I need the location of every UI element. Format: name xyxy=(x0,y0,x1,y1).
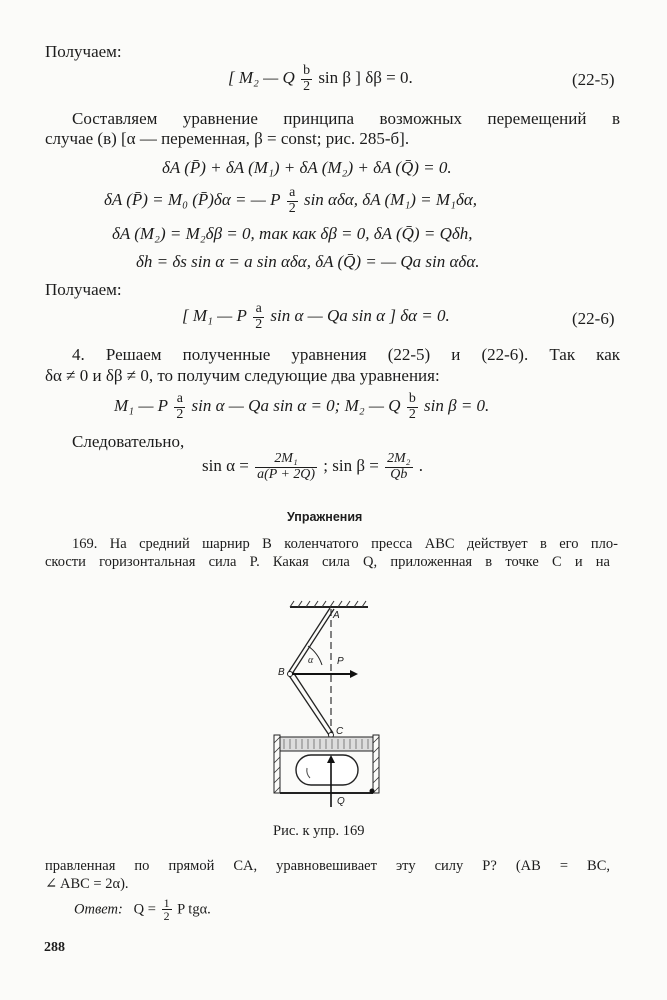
figure-caption: Рис. к упр. 169 xyxy=(273,823,365,839)
equation: sin α = $\frac{\text{2M₁}}{a(P + 2Q)}$ ; sin β = $\frac{\text{2M₂}}{Qb}$ . xyxy=(202,451,424,482)
exercise-text: 169. На средний шарнир B коленчатого пресса ABC действует в его пло- xyxy=(72,536,618,552)
equation: M₁ — P $\frac{a}{2}$ sin α — Qa sin α = 0; M₂ — Q $\frac{b}{2}$ sin β = 0. xyxy=(114,391,490,422)
text-line: Получаем: xyxy=(45,280,122,299)
fraction: $\frac{a}{2}$ xyxy=(176,391,184,422)
fraction: $\frac{\text{2M₂}}{Qb}$ xyxy=(387,451,411,482)
equation: δA (P̄) + δA (M₁) + δA (M₂) + δA (Q̄) = 0. xyxy=(162,158,452,177)
exercise-text: правленная по прямой CA, уравновешивает эту силу P? (AB = BC, xyxy=(45,858,610,874)
fig-label-a: A xyxy=(333,610,340,621)
equation-22-5: [ M₂ — Q $\frac{b}{2}$ sin β ] δβ = 0. xyxy=(228,63,413,94)
equation-number: (22-5) xyxy=(572,70,615,89)
fig-label-alpha: α xyxy=(308,655,314,666)
text-line: случае (в) [α — переменная, β = const; рис. 285-б]. xyxy=(45,129,410,148)
fig-label-q: Q xyxy=(337,796,345,807)
fig-label-p: P xyxy=(337,656,344,667)
equation-22-6: [ M₁ — P $\frac{a}{2}$ sin α — Qa sin α ] δα = 0. xyxy=(182,301,450,332)
exercise-text: ∠ ABC = 2α). xyxy=(45,876,129,892)
exercise-text: скости горизонтальная сила P. Какая сила Q, приложенная в точке C и на xyxy=(45,554,610,570)
text-line: δα ≠ 0 и δβ ≠ 0, то получим следующие два уравнения: xyxy=(45,366,440,385)
text-line: Составляем уравнение принципа возможных перемещений в xyxy=(72,109,620,128)
fraction: $\frac{b}{2}$ xyxy=(303,63,311,94)
fig-label-c: C xyxy=(336,726,344,737)
fraction: $\frac{a}{2}$ xyxy=(288,185,296,216)
text-line: Следовательно, xyxy=(72,432,185,451)
press-figure xyxy=(250,595,400,815)
equation: δA (P̄) = M₀ (P̄)δα = — P $\frac{a}{2}$ sin αδα, δA (M₁) = M₁δα, xyxy=(104,185,478,216)
page-number: 288 xyxy=(44,940,65,955)
text-line: Получаем: xyxy=(45,42,122,61)
text-line: 4. Решаем полученные уравнения (22-5) и (22-6). Так как xyxy=(72,345,620,364)
answer: Ответ: Q = $\frac{1}{2}$ P tgα. xyxy=(74,896,211,924)
equation: δh = δs sin α = a sin αδα, δA (Q̄) = — Qa sin αδα. xyxy=(136,252,480,271)
section-heading: Упражнения xyxy=(287,510,363,524)
equation-number: (22-6) xyxy=(572,309,615,328)
equation: δA (M₂) = M₂δβ = 0, так как δβ = 0, δA (Q̄) = Qδh, xyxy=(112,224,473,243)
fraction: $\frac{b}{2}$ xyxy=(408,391,416,422)
fraction: $\frac{a}{2}$ xyxy=(255,301,263,332)
fraction: $\frac{1}{2}$ xyxy=(163,896,170,924)
fraction: $\frac{\text{2M₁}}{a(P + 2Q)}$ xyxy=(257,451,316,482)
fig-label-b: B xyxy=(278,667,285,678)
